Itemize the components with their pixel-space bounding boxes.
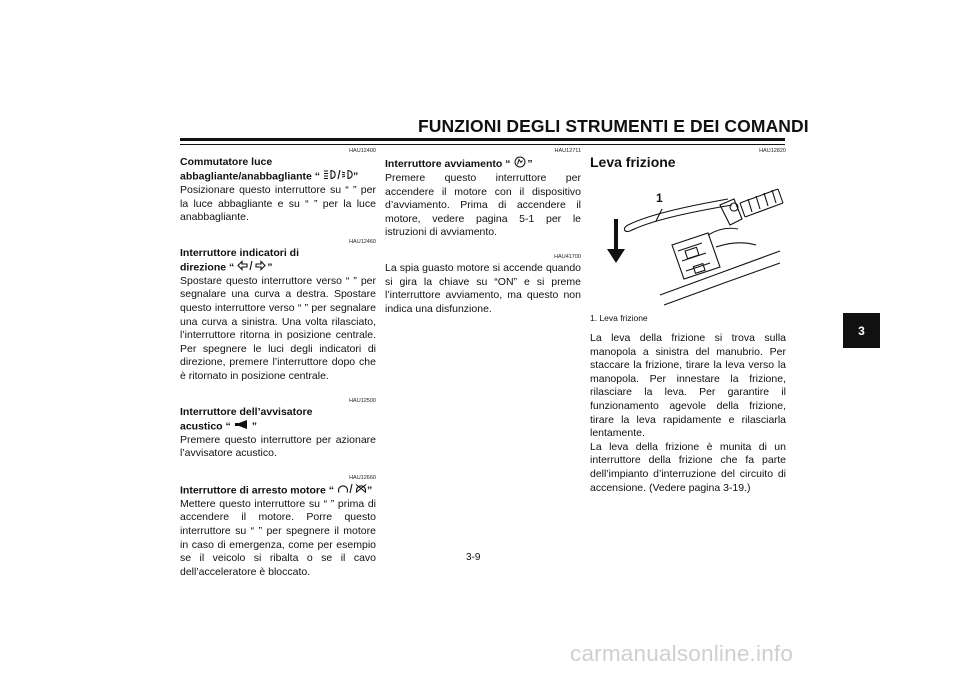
section-code: HAU12660 xyxy=(349,474,376,481)
section-code: HAU12400 xyxy=(349,148,376,154)
high-low-beam-icon xyxy=(323,169,353,184)
engine-stop-icon xyxy=(337,483,367,498)
page-number: 3-9 xyxy=(466,552,481,563)
section-title: Interruttore avviamento “ ” xyxy=(385,156,581,172)
right-column xyxy=(590,148,786,495)
page-header-title: FUNZIONI DEGLI STRUMENTI E DEI COMANDI xyxy=(418,116,809,136)
section-body: La leva della frizione si trova sulla manopola a sinistra del manubrio. Per staccare la frizione, tirare la leva verso la manopola. Per innestare la frizione, rilasciare la leva. Per garantire il funzionamento agevole della frizione, tirare la leva rapidamente e rilasciarla lentamente. La leva della frizione è munita di un interruttore della frizione che fa parte dell’impianto d’interruzione del circuito di accensione. (Vedere pagina 3-19.) xyxy=(590,332,786,494)
handlebar-drawing xyxy=(590,177,786,307)
section-code: HAU12460 xyxy=(349,238,376,245)
clutch-lever-illustration xyxy=(590,177,786,307)
section-engine-warning xyxy=(385,254,581,316)
section-code: HAU12711 xyxy=(554,148,581,154)
header-rule-thick xyxy=(180,138,785,141)
section-body: La spia guasto motore si accende quando si gira la chiave su “ON” e si preme l’interruttore avviamento, ma questo non indica una disfunzione. xyxy=(385,261,581,315)
section-code: HAU12500 xyxy=(349,397,376,404)
illustration-caption: 1. Leva frizione xyxy=(590,313,648,323)
section-body: Mettere questo interruttore su “ ” prima di accendere il motore. Porre questo interruttore su “ ” per spegnere il motore in caso di emergenza, come per esempio se il veicolo si ribalta o se il cavo dell’acceleratore è bloccato. xyxy=(180,497,376,578)
section-body: Posizionare questo interruttore su “ ” per la luce abbagliante e su “ ” per la luce anabbagliante. xyxy=(180,184,376,224)
chapter-tab: 3 xyxy=(843,313,880,348)
section-title: Leva frizione xyxy=(590,154,676,170)
section-start-switch xyxy=(385,148,581,240)
section-title: Interruttore di arresto motore “ ” xyxy=(180,484,373,496)
middle-column xyxy=(385,148,581,330)
section-engine-stop xyxy=(180,475,376,580)
section-body: Spostare questo interruttore verso “ ” per segnalare una curva a destra. Spostare questo interruttore verso “ ” per segnalare una curva a sinistra. Una volta rilasciato, l’interruttore ritorna in posizione centrale. Per spegnere le luci degli indicatori di direzione, premere l’interruttore dopo che è ritornato in posizione centrale. xyxy=(180,274,376,382)
section-title: Interruttore dell’avvisatore acustico “ ” xyxy=(180,405,313,432)
section-horn xyxy=(180,398,376,461)
horn-icon xyxy=(234,419,252,434)
callout-number: 1 xyxy=(656,191,663,205)
section-turn-signal xyxy=(180,239,376,384)
section-body: Premere questo interruttore per accendere il motore con il dispositivo d’avviamento. Prima di accendere il motore, vedere pagina 5-1 per le istruzioni di avviamento. xyxy=(385,172,581,239)
header-rule-thin xyxy=(180,144,785,145)
section-title: Interruttore indicatori di direzione “ ” xyxy=(180,246,300,274)
watermark: carmanualsonline.info xyxy=(570,641,794,666)
turn-signal-icon xyxy=(237,260,267,275)
section-code: HAU41700 xyxy=(554,253,581,260)
left-column xyxy=(180,148,376,593)
section-beam-switch xyxy=(180,148,376,225)
start-icon xyxy=(513,156,527,172)
section-title: Commutatore luce abbagliante/anabbagliante “ ” xyxy=(180,156,359,183)
section-code: HAU12820 xyxy=(759,148,786,154)
section-body: Premere questo interruttore per azionare l’avvisatore acustico. xyxy=(180,433,376,460)
